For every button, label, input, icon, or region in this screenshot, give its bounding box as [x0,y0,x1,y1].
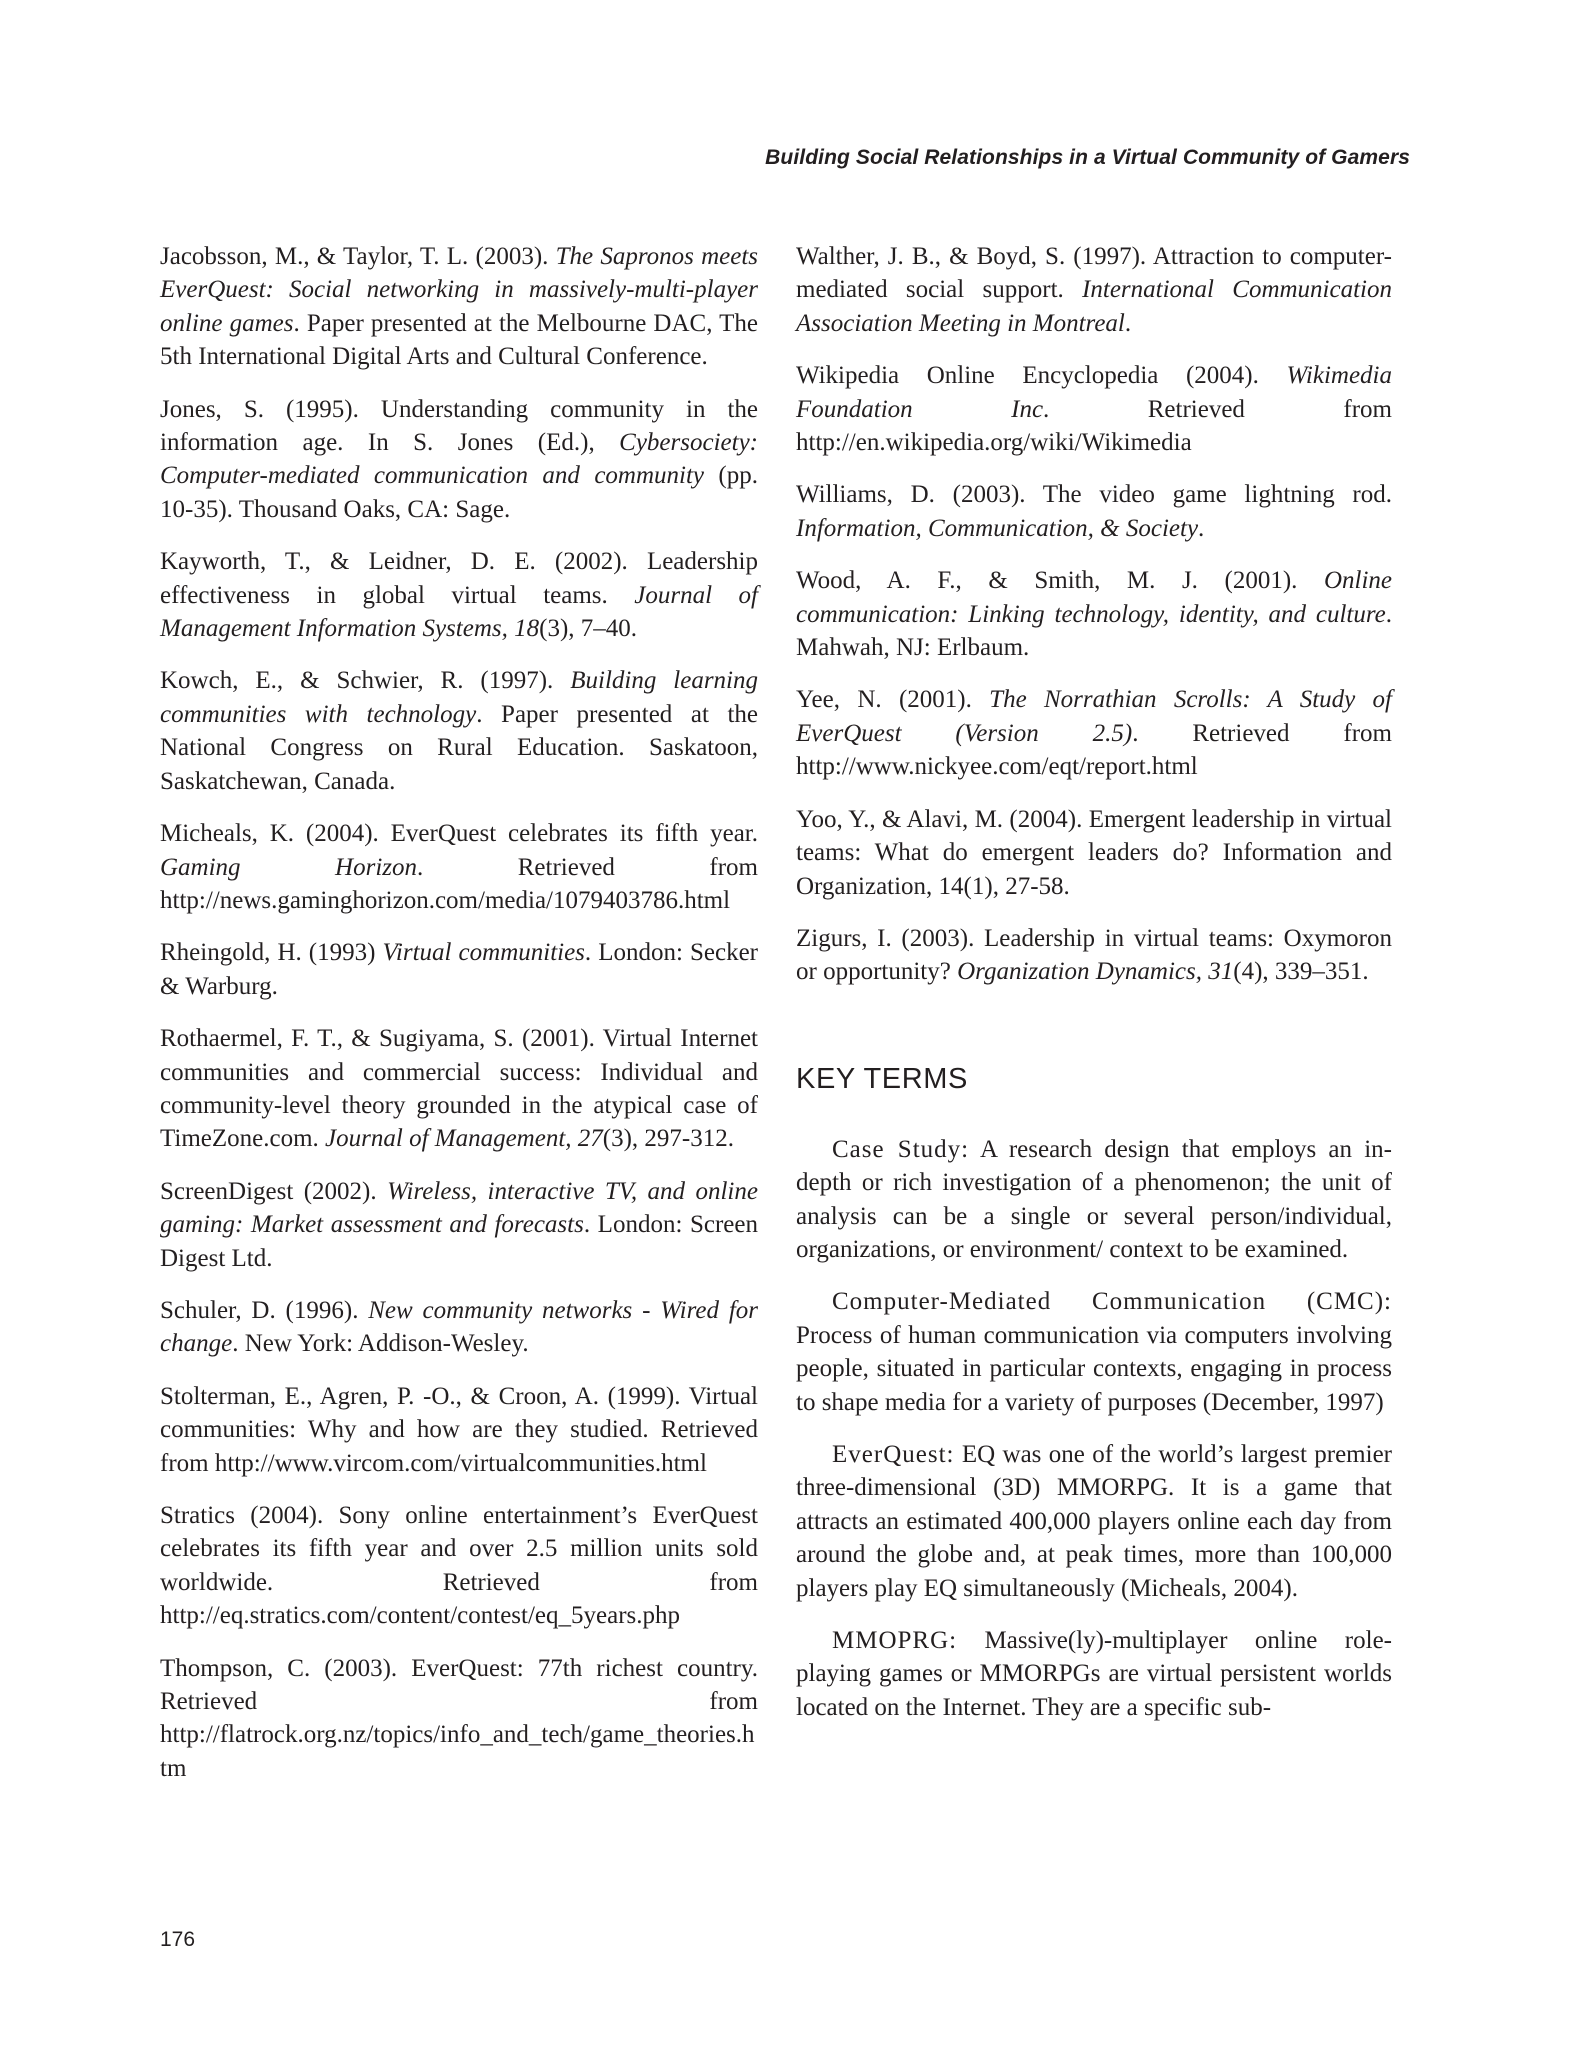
reference-title: Organization Dynamics, 31 [957,958,1234,986]
reference-text: Walther, J. B., & Boyd, S. (1997). Attraction to computer-mediated social support. [796,243,1392,304]
key-term-entry [796,1438,1392,1605]
reference-text: Yoo, Y., & Alavi, M. (2004). Emergent leadership in virtual teams: What do emergent leaders do? Information and Organization, 14(1), 27-58. [796,805,1392,900]
reference-text: . New York: Addison-Wesley. [232,1330,529,1358]
reference-title: Journal of Management Information Systems, 18 [160,581,758,643]
reference-title: Virtual communities [382,939,585,967]
reference-text: Zigurs, I. (2003). Leadership in virtual teams: Oxymoron or opportunity? [796,924,1392,986]
reference-text: . Retrieved from http://en.wikipedia.org/wiki/Wikimedia [796,395,1392,457]
reference-text: (3), 297-312. [602,1125,735,1153]
right-column [796,240,1392,1743]
reference-title: Wireless, interactive TV, and online gaming: Market assessment and forecasts [160,1177,758,1239]
key-term-entry [796,1624,1392,1724]
key-term-entry [796,1285,1392,1419]
reference-entry [796,359,1392,459]
reference-entry [796,564,1392,664]
reference-entry [160,936,758,1003]
key-term-definition: Massive(ly)-multiplayer online role-playing games or MMORPGs are virtual persistent worlds located on the Internet. They are a specific sub- [796,1627,1392,1721]
reference-title: The Norrathian Scrolls: A Study of EverQuest (Version 2.5) [796,686,1392,747]
key-term-name: Computer-Mediated Communication (CMC): [832,1288,1392,1316]
page-number: 176 [160,1928,196,1951]
reference-text: Wood, A. F., & Smith, M. J. (2001). [796,567,1324,595]
key-terms-list [796,1133,1392,1725]
key-term-name: Case Study: [832,1135,970,1163]
reference-text: . [1124,309,1132,337]
reference-entry [160,1294,758,1361]
reference-title: The Sapronos meets EverQuest: Social networking in massively-multi-player online games [160,243,759,337]
reference-text: . [1198,514,1205,542]
reference-entry [160,240,758,374]
reference-entry [160,1380,758,1480]
reference-text: Micheals, K. (2004). EverQuest celebrates its fifth year. [160,820,758,848]
reference-text: ScreenDigest (2002). [160,1177,388,1205]
reference-text: (pp. 10-35). Thousand Oaks, CA: Sage. [160,462,758,523]
reference-entry [796,922,1392,989]
reference-title: Gaming Horizon [160,853,417,881]
reference-text: (3), 7–40. [539,615,638,643]
reference-entry [796,683,1392,783]
reference-text: Wikipedia Online Encyclopedia (2004). [796,362,1287,390]
reference-entry [160,393,758,527]
reference-entry [160,664,758,798]
reference-text: Rothaermel, F. T., & Sugiyama, S. (2001). Virtual Internet communities and commercial success: Individual and community-level theory grounded in the atypical case of TimeZone.com. [160,1025,758,1153]
reference-text: Yee, N. (2001). [796,686,990,714]
reference-title: Information, Communication, & Society [796,514,1199,542]
key-term-definition: Process of human communication via computers involving people, situated in particular contexts, engaging in process to shape media for a variety of purposes (December, 1997) [796,1321,1392,1416]
reference-text: Kayworth, T., & Leidner, D. E. (2002). Leadership effectiveness in global virtual teams. [160,548,758,609]
reference-text: Williams, D. (2003). The video game lightning rod. [796,481,1392,509]
reference-text: Rheingold, H. (1993) [160,939,383,967]
reference-text: . Retrieved from http://news.gaminghorizon.com/media/1079403786.html [160,853,758,914]
reference-title: New community networks - Wired for change [160,1296,758,1358]
key-term-entry [796,1133,1392,1267]
reference-text: Stratics (2004). Sony online entertainment’s EverQuest celebrates its fifth year and over 2.5 million units sold worldwide. Retrieved from http://eq.stratics.com/content/contest/eq_5years.php [160,1502,758,1630]
key-terms-heading: KEY TERMS [796,1062,968,1095]
key-term-name: EverQuest: [832,1440,955,1468]
reference-title: Online communication: Linking technology, identity, and culture [796,567,1392,628]
reference-text: Stolterman, E., Agren, P. -O., & Croon, A. (1999). Virtual communities: Why and how are they studied. Retrieved from http://www.vircom.com/virtualcommunities.html [160,1382,758,1477]
reference-text: Kowch, E., & Schwier, R. (1997). [160,667,571,695]
reference-entry [160,1652,758,1786]
reference-entry [160,817,758,917]
reference-entry [160,1499,758,1633]
reference-text: . Paper presented at the National Congress on Rural Education. Saskatoon, Saskatchewan, Canada. [160,700,758,795]
reference-title: Cybersociety: Computer-mediated communication and community [160,429,758,490]
reference-text: . Mahwah, NJ: Erlbaum. [796,600,1392,662]
running-head: Building Social Relationships in a Virtual Community of Gamers [765,146,1410,169]
reference-text: . London: Screen Digest Ltd. [160,1211,758,1272]
reference-text: Thompson, C. (2003). EverQuest: 77th richest country. Retrieved from http://flatrock.org.nz/topics/info_and_tech/game_theories.htm [160,1654,758,1782]
reference-text: Jones, S. (1995). Understanding community in the information age. In S. Jones (Ed.), [160,395,758,457]
reference-entry [160,1022,758,1156]
reference-text: (4), 339–351. [1233,958,1369,986]
reference-list-left [160,240,758,1785]
reference-text: . London: Secker & Warburg. [160,939,758,1000]
left-column [160,240,758,1785]
reference-entry [796,803,1392,903]
reference-title: Building learning communities with technology [160,667,759,728]
key-term-definition: A research design that employs an in-depth or rich investigation of a phenomenon; the unit of analysis can be a single or several person/individual, organizations, or environment/ context to be examined. [796,1135,1392,1263]
reference-title: Wikimedia Foundation Inc [796,362,1392,423]
reference-entry [160,545,758,645]
reference-title: Journal of Management, 27 [325,1125,603,1153]
reference-title: International Communication Association Meeting in Montreal [796,276,1392,337]
reference-list-right [796,240,1392,989]
reference-entry [796,478,1392,545]
reference-text: . Paper presented at the Melbourne DAC, The 5th International Digital Arts and Cultural Conference. [160,309,758,371]
key-term-definition: EQ was one of the world’s largest premier three-dimensional (3D) MMORPG. It is a game that attracts an estimated 400,000 players online each day from around the globe and, at peak times, more than 100,000 players play EQ simultaneously (Micheals, 2004). [796,1440,1392,1602]
reference-text: Schuler, D. (1996). [160,1296,369,1324]
reference-entry [796,240,1392,340]
reference-entry [160,1175,758,1275]
key-term-name: MMOPRG: [832,1627,958,1654]
reference-text: Jacobsson, M., & Taylor, T. L. (2003). [160,243,556,270]
reference-text: . Retrieved from http://www.nickyee.com/eqt/report.html [796,719,1393,781]
